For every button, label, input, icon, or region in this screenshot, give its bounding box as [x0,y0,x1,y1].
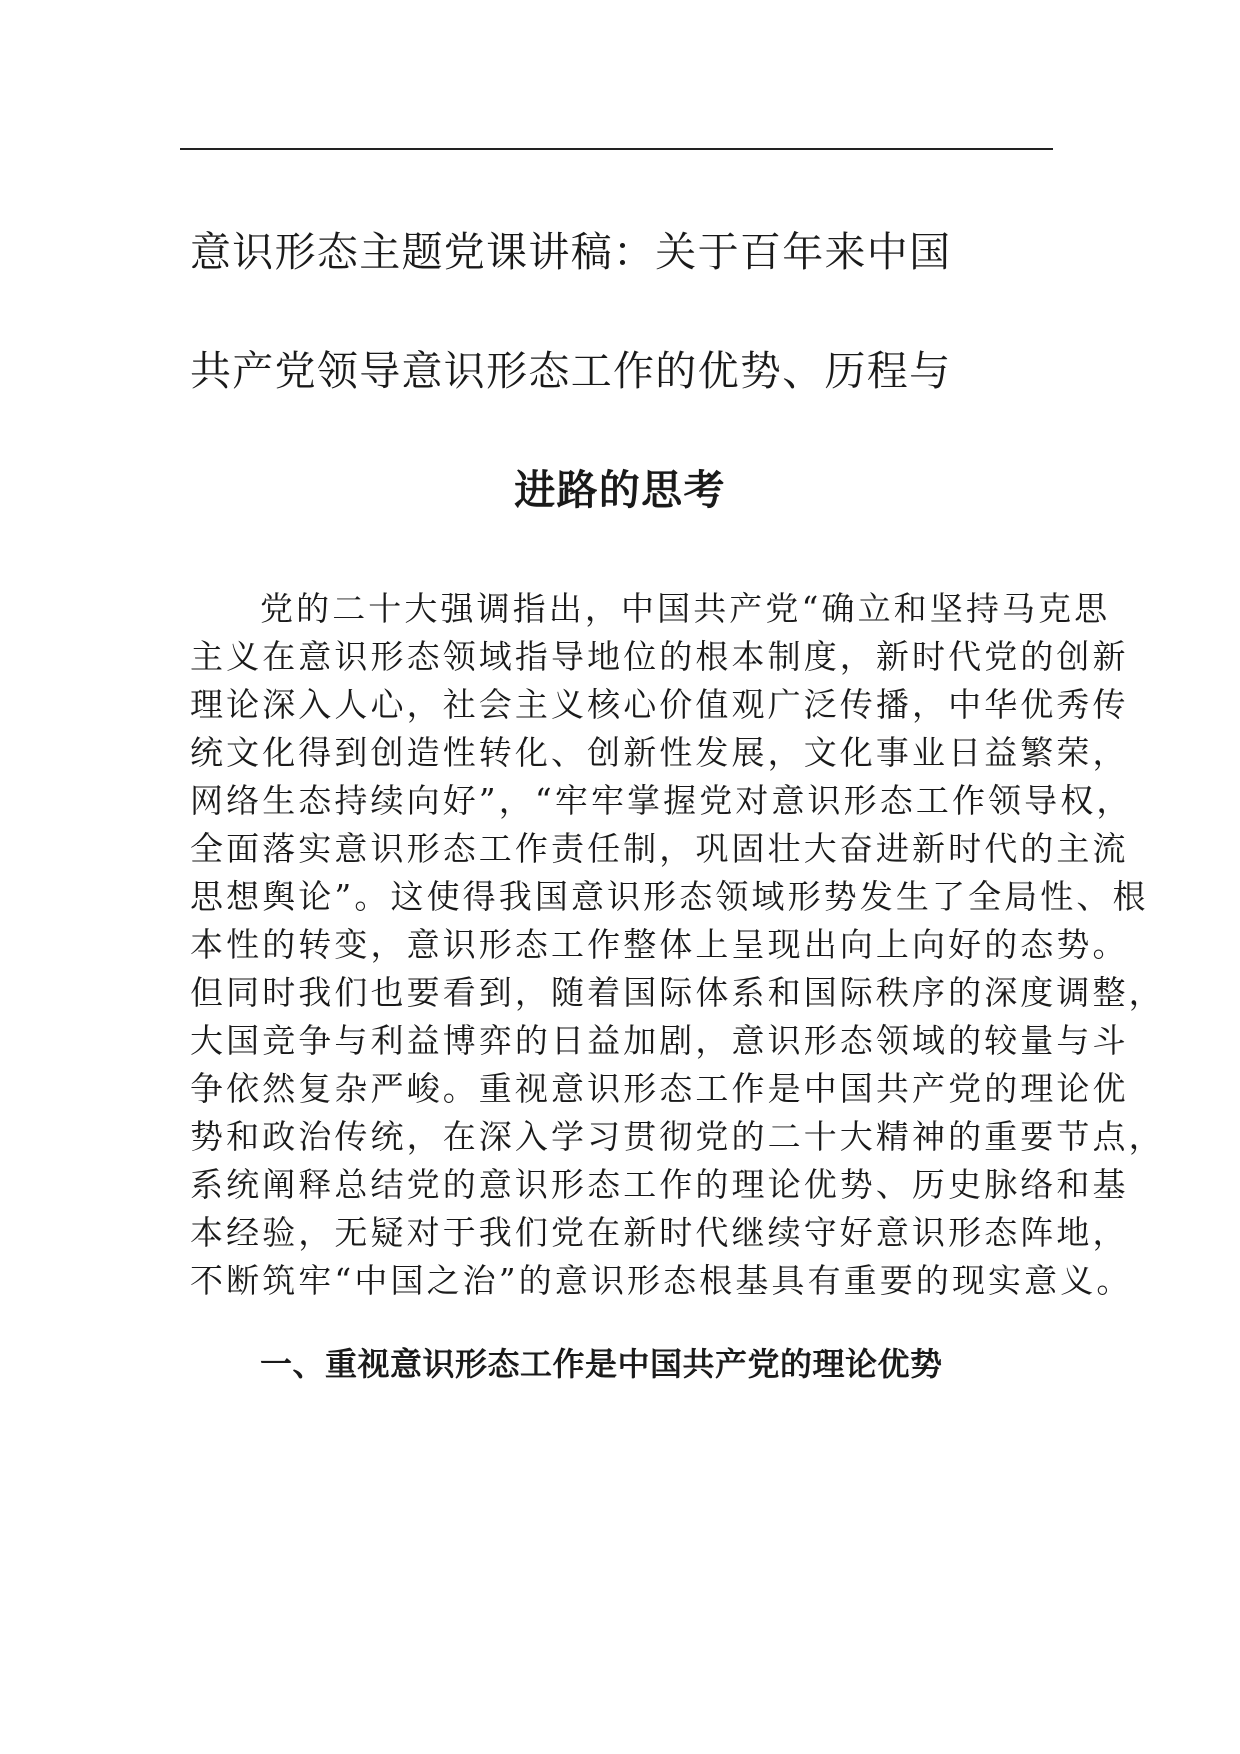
paragraph-line: 本经验，无疑对于我们党在新时代继续守好意识形态阵地， [190,1213,1129,1252]
title-line: 进路的思考 [514,466,726,514]
paragraph-line: 系统阐释总结党的意识形态工作的理论优势、历史脉络和基 [190,1165,1129,1204]
document-title [190,230,1050,512]
paragraph-line: 势和政治传统，在深入学习贯彻党的二十大精神的重要节点， [190,1117,1165,1156]
paragraph-line: 网络生态持续向好”，“牢牢掌握党对意识形态工作领导权， [190,781,1133,820]
header-rule [180,148,1053,150]
paragraph-line: 全面落实意识形态工作责任制，巩固壮大奋进新时代的主流 [190,829,1129,868]
paragraph-line: 争依然复杂严峻。重视意识形态工作是中国共产党的理论优 [190,1069,1129,1108]
section-heading: 一、重视意识形态工作是中国共产党的理论优势 [260,1345,943,1383]
title-line: 意识形态主题党课讲稿：关于百年来中国 [190,228,952,276]
paragraph-line: 但同时我们也要看到，随着国际体系和国际秩序的深度调整， [190,973,1165,1012]
paragraph-line: 本性的转变，意识形态工作整体上呈现出向上向好的态势。 [190,925,1129,964]
paragraph-line: 统文化得到创造性转化、创新性发展，文化事业日益繁荣， [190,733,1129,772]
paragraph-line: 思想舆论”。这使得我国意识形态领域形势发生了全局性、根 [190,877,1149,916]
title-line: 共产党领导意识形态工作的优势、历程与 [190,347,952,395]
paragraph-line: 不断筑牢“中国之治”的意识形态根基具有重要的现实意义。 [190,1261,1133,1300]
intro-paragraph [190,585,1165,1305]
paragraph-line: 党的二十大强调指出，中国共产党“确立和坚持马克思 [260,589,1111,628]
paragraph-line: 主义在意识形态领域指导地位的根本制度，新时代党的创新 [190,637,1129,676]
paragraph-line: 理论深入人心，社会主义核心价值观广泛传播，中华优秀传 [190,685,1129,724]
paragraph-line: 大国竞争与利益博弈的日益加剧，意识形态领域的较量与斗 [190,1021,1129,1060]
